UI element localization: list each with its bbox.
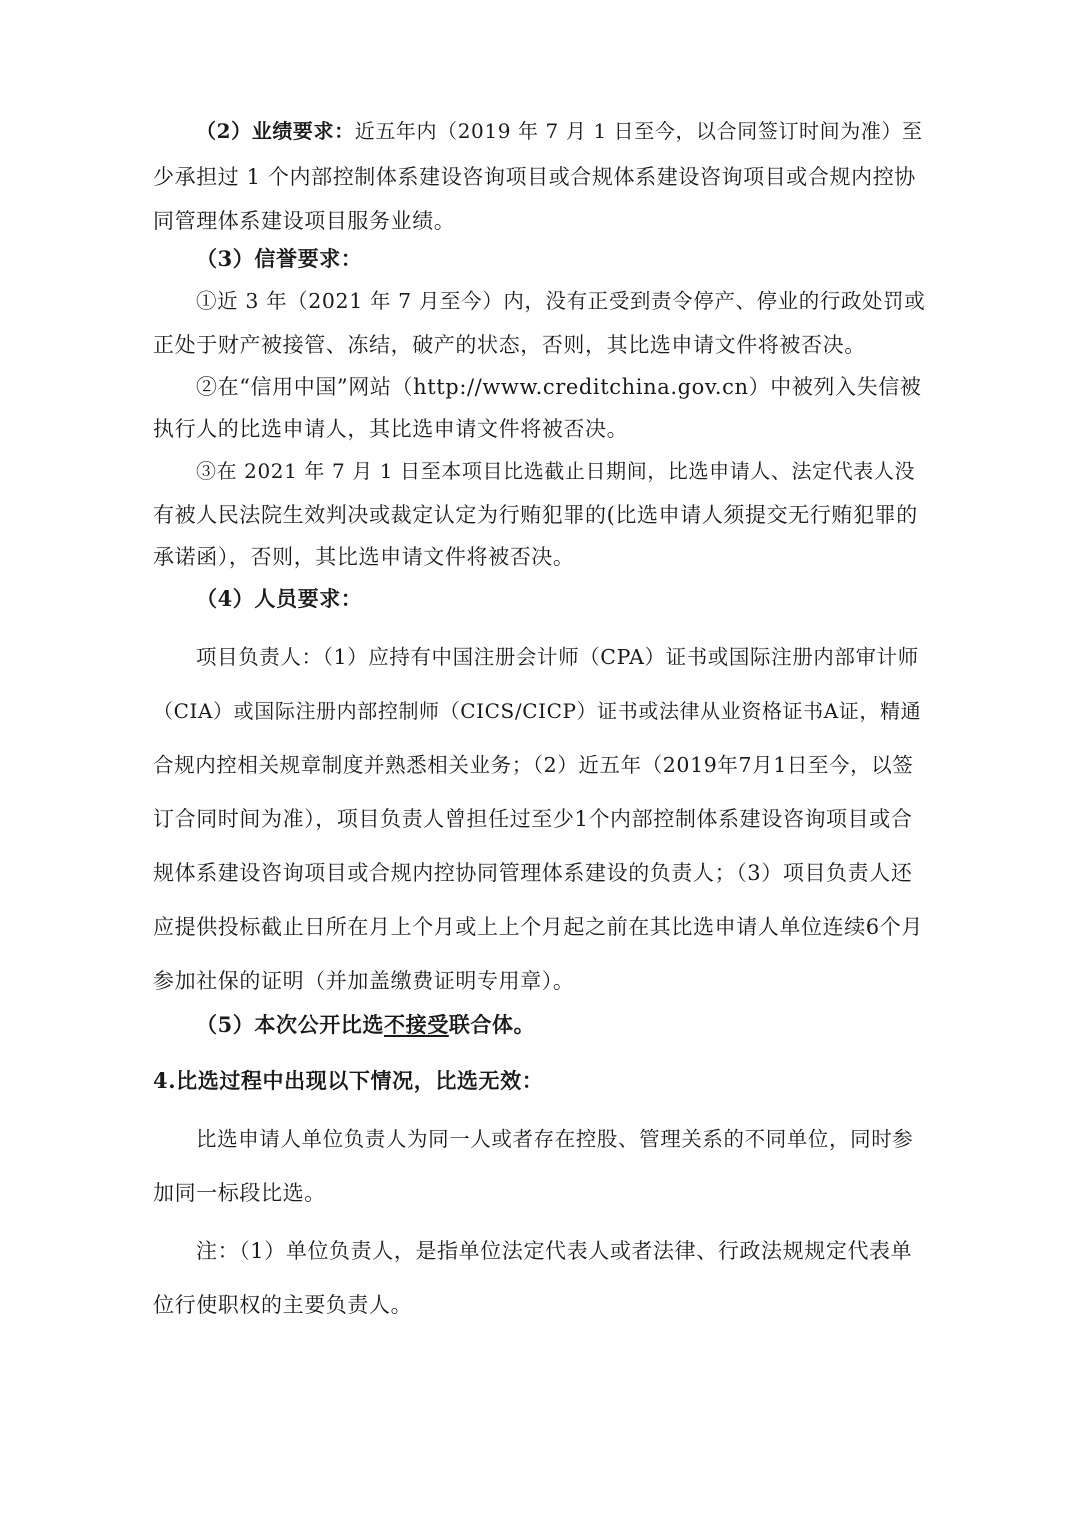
consortium-statement (196, 1010, 535, 1040)
personnel-requirement-line-2: （CIA）或国际注册内部控制师（CICS/CICP）证书或法律从业资格证书A证，精通 (153, 699, 922, 723)
personnel-requirement-line-6: 应提供投标截止日所在月上个月或上上个月起之前在其比选申请人单位连续6个月 (153, 915, 923, 939)
personnel-requirement-line-4: 订合同时间为准），项目负责人曾担任过至少1个内部控制体系建设咨询项目或合 (153, 807, 913, 831)
personnel-requirement-line-5: 规体系建设咨询项目或合规内控协同管理体系建设的负责人；（3）项目负责人还 (153, 861, 913, 885)
personnel-requirement-heading: （4）人员要求： (196, 586, 363, 611)
performance-requirement-label: （2）业绩要求： (196, 119, 355, 143)
personnel-requirement-line-3: 合规内控相关规章制度并熟悉相关业务；（2）近五年（2019年7月1日至今，以签 (153, 753, 914, 777)
note-line-2: 位行使职权的主要负责人。 (153, 1293, 413, 1317)
note-line-1: 注：（1）单位负责人，是指单位法定代表人或者法律、行政法规规定代表单 (196, 1239, 913, 1263)
credit-item-2-line-2: 执行人的比选申请人，其比选申请文件将被否决。 (153, 417, 629, 441)
performance-requirement-line-3: 同管理体系建设项目服务业绩。 (153, 209, 456, 233)
consortium-statement-prefix: （5）本次公开比选 (196, 1012, 385, 1037)
credit-item-2-line-1: ②在“信用中国”网站（http://www.creditchina.gov.cn）中被列入失信被 (196, 375, 922, 399)
performance-requirement-line-2: 少承担过 1 个内部控制体系建设咨询项目或合规体系建设咨询项目或合规内控协 (153, 165, 916, 189)
performance-requirement-line-1 (196, 116, 923, 146)
consortium-statement-suffix: 联合体。 (448, 1012, 536, 1037)
invalid-selection-line-2: 加同一标段比选。 (153, 1181, 326, 1205)
invalid-selection-heading: 4.比选过程中出现以下情况，比选无效： (153, 1068, 544, 1093)
credit-item-3-line-2: 有被人民法院生效判决或裁定认定为行贿犯罪的(比选申请人须提交无行贿犯罪的 (153, 503, 918, 527)
credit-requirement-heading: （3）信誉要求： (196, 246, 363, 271)
credit-item-1-line-1: ①近 3 年（2021 年 7 月至今）内，没有正受到责令停产、停业的行政处罚或 (196, 289, 926, 313)
personnel-requirement-line-7: 参加社保的证明（并加盖缴费证明专用章）。 (153, 969, 575, 993)
consortium-statement-underlined: 不接受 (384, 1012, 449, 1037)
performance-requirement-text: 近五年内（2019 年 7 月 1 日至今，以合同签订时间为准）至 (354, 119, 923, 143)
personnel-requirement-line-1: 项目负责人：（1）应持有中国注册会计师（CPA）证书或国际注册内部审计师 (196, 645, 919, 669)
invalid-selection-line-1: 比选申请人单位负责人为同一人或者存在控股、管理关系的不同单位，同时参 (196, 1127, 914, 1151)
credit-item-1-line-2: 正处于财产被接管、冻结，破产的状态，否则，其比选申请文件将被否决。 (153, 333, 866, 357)
credit-item-3-line-3: 承诺函），否则，其比选申请文件将被否决。 (153, 545, 575, 569)
credit-item-3-line-1: ③在 2021 年 7 月 1 日至本项目比选截止日期间，比选申请人、法定代表人没 (196, 459, 916, 483)
